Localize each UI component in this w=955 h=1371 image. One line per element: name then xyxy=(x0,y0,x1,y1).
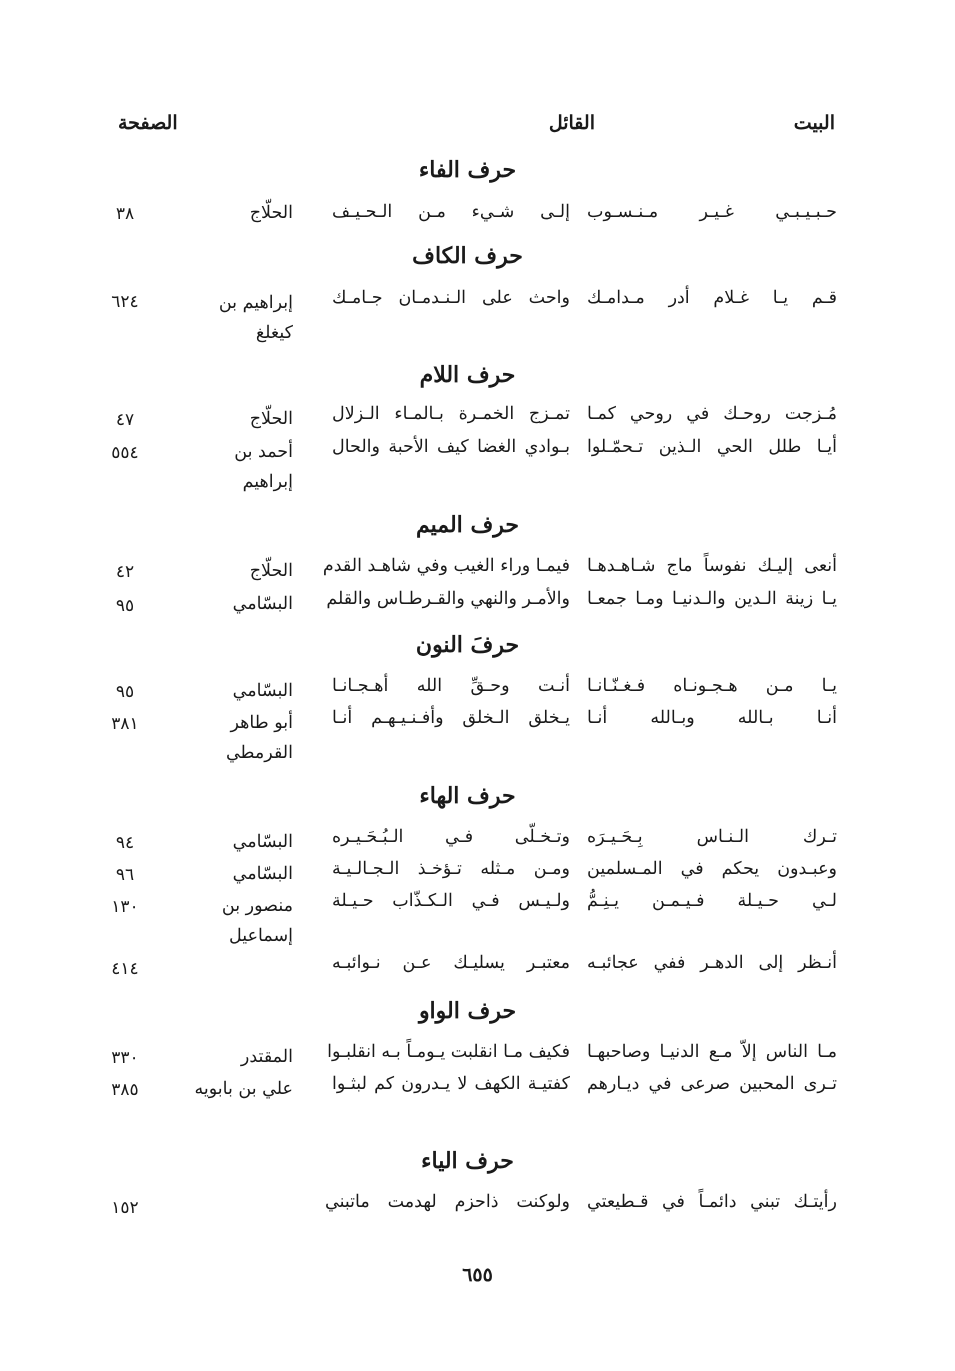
page-ref: ٤١٤ xyxy=(111,959,139,979)
poet-name: البسّامي xyxy=(232,864,293,884)
column-header-poet: القائل xyxy=(548,112,595,134)
page-ref: ٩٥ xyxy=(115,596,135,616)
verse-first-hemistich: مُـزجت روحـك في روحي كمـا xyxy=(587,404,837,424)
page-ref: ٣٣٠ xyxy=(111,1048,139,1068)
column-header-verse: البيت xyxy=(793,112,835,134)
poet-name: البسّامي xyxy=(232,832,293,852)
page-ref: ٤٢ xyxy=(115,562,135,582)
verse-second-hemistich: إلـى شـيء مـن الـحـيـف xyxy=(332,202,570,222)
poet-name: الحلّاج xyxy=(249,409,293,429)
poet-name: البسّامي xyxy=(232,594,293,614)
verse-second-hemistich: أنـت وحـقِّ الله أهـجـانـا xyxy=(332,676,570,696)
column-header-page: الصفحة xyxy=(118,112,178,134)
verse-second-hemistich: ومـن مـثله تـؤخـذ الـجـالـيـة xyxy=(332,859,570,879)
section-heading-lam: حرف اللام xyxy=(419,362,516,388)
poet-name: منصور بن إسماعيل xyxy=(221,896,293,946)
verse-first-hemistich: يـا زينة الـدين والـدنيـا ومـا جمعـا xyxy=(587,589,837,609)
section-heading-kaf: حرف الكاف xyxy=(412,243,523,269)
verse-first-hemistich: أنـظر إلى الدهـر ففي عجائبـه xyxy=(587,953,837,973)
poet-name: البسّامي xyxy=(232,681,293,701)
verse-first-hemistich: يـا مـن هـجـونـاه فـغـنّـانـا xyxy=(587,676,837,696)
poet-name: المقتدر xyxy=(240,1047,293,1067)
verse-second-hemistich: والأمـر والنهي والقـرطـاس والقلم xyxy=(326,589,570,609)
verse-second-hemistich: معتبـر يسليـك عـن نـوائبـه xyxy=(332,953,570,973)
page-ref: ٣٨١ xyxy=(111,714,139,734)
page-ref: ٥٥٤ xyxy=(111,443,139,463)
page-number: ٦٥٥ xyxy=(462,1264,493,1286)
page-ref: ٩٥ xyxy=(115,682,135,702)
verse-first-hemistich: أنـا بـالله وبـالله أنـا xyxy=(587,708,837,728)
verse-second-hemistich: فكيف مـا انقلبت يـومـاً بـه انقلبـوا xyxy=(327,1042,570,1062)
verse-second-hemistich: ولـيـس فـي الـكـذّاب حـيـلة xyxy=(332,891,570,911)
section-heading-nun: حرفَ النون xyxy=(415,632,520,658)
verse-first-hemistich: لـي حـيـلة فـيـمـن يـنِـمُّ xyxy=(587,891,837,911)
poet-name: الحلّاج xyxy=(249,203,293,223)
verse-second-hemistich: تمـزج الخمـرة بـالمـاء الـزلال xyxy=(332,404,570,424)
verse-first-hemistich: حـبـيـبـي غـيـر مـنـسـوب xyxy=(587,202,837,222)
verse-second-hemistich: فيمـا وراء الغيب وفي شاهـد القدم xyxy=(322,556,570,576)
page-ref: ١٥٢ xyxy=(111,1198,139,1218)
page-ref: ٩٦ xyxy=(115,865,135,885)
verse-first-hemistich: مـا الناس إلاّ مـع الدنيـا وصاحبهـا xyxy=(587,1042,837,1062)
verse-first-hemistich: رأيتـك تبني دائمـاً في قـطيعتي xyxy=(587,1192,837,1212)
verse-second-hemistich: ولوكنت ذاحزم لهدمت ماتبني xyxy=(325,1192,570,1212)
poet-name: الحلّاج xyxy=(249,561,293,581)
page-ref: ١٣٠ xyxy=(111,897,139,917)
verse-second-hemistich: بـوادي الغضا كيف الأحبة والحال xyxy=(332,437,570,457)
verse-second-hemistich: يـخلق الـخلق وأفـنـيـهـم أنـا xyxy=(332,708,570,728)
section-heading-faa: حرف الفاء xyxy=(418,157,517,183)
page-ref: ٤٧ xyxy=(115,410,135,430)
poet-name: علي بن بابويه xyxy=(194,1079,293,1099)
poet-name: أحمد بن إبراهيم xyxy=(234,442,293,492)
poet-name: أبو طاهر القرمطي xyxy=(225,713,293,763)
page-ref: ٩٤ xyxy=(115,833,135,853)
verse-first-hemistich: وعبـدون يحكم في المـسلمين xyxy=(587,859,837,879)
verse-second-hemistich: كفتيـة الكهف لا يـدرون كم لبثـوا xyxy=(332,1074,570,1094)
section-heading-yaa: حرف الياء xyxy=(421,1148,514,1174)
page-ref: ٣٨ xyxy=(115,204,135,224)
verse-first-hemistich: أيـا طلل الحي الـذين تـحمّـلوا xyxy=(587,437,837,457)
page-ref: ٦٢٤ xyxy=(111,292,139,312)
verse-second-hemistich: واحث على الـنـدمـان جـامـك xyxy=(332,288,570,308)
verse-first-hemistich: تـرك الـنـاس بِـحَـيـرَه xyxy=(587,827,837,847)
verse-first-hemistich: قـم يـا غـلام أدر مـدامـك xyxy=(587,288,837,308)
verse-first-hemistich: تـرى المحبين صرعى في ديـارهم xyxy=(587,1074,837,1094)
verse-first-hemistich: أنعى إليـك نفوساً ماج شـاهـدهـا xyxy=(587,556,837,576)
section-heading-haa: حرف الهاء xyxy=(419,783,516,809)
page-ref: ٣٨٥ xyxy=(111,1080,139,1100)
section-heading-mim: حرف الميم xyxy=(415,512,520,538)
section-heading-waw: حرف الواو xyxy=(418,998,517,1024)
poet-name: إبراهيم بن كيغلغ xyxy=(218,293,293,343)
verse-second-hemistich: وتـخـلّى فـي الـبُـحَـيـره xyxy=(332,827,570,847)
